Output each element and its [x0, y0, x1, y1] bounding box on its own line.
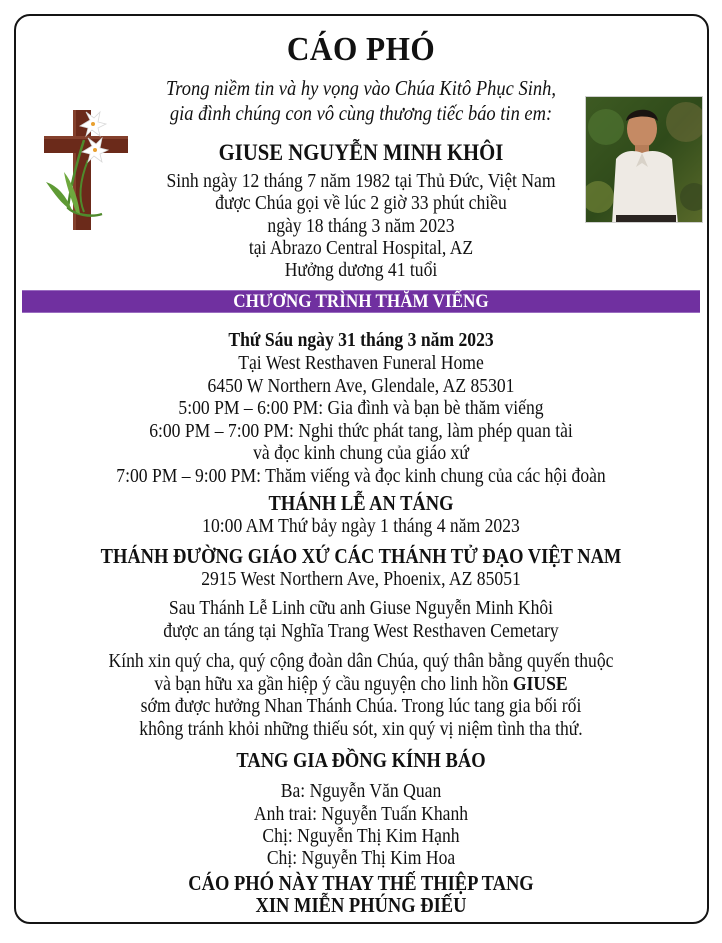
burial-line-1: Sau Thánh Lễ Linh cữu anh Giuse Nguyễn Minh Khôi: [168, 597, 554, 619]
intro-line-1: Trong niềm tin và hy vọng vào Chúa Kitô Phục Sinh,: [166, 76, 556, 100]
detail-birth: Sinh ngày 12 tháng 7 năm 1982 tại Thủ Đức, Việt Nam: [166, 170, 556, 192]
visitation-venue: Tại West Resthaven Funeral Home: [238, 352, 484, 374]
intro-line-2: gia đình chúng con vô cùng thương tiếc báo tin em:: [169, 101, 553, 125]
family-header: TANG GIA ĐỒNG KÍNH BÁO: [236, 748, 486, 772]
schedule-item: và đọc kinh chung của giáo xứ: [253, 442, 469, 464]
church-address: 2915 West Northern Ave, Phoenix, AZ 85051: [201, 568, 521, 590]
burial-line-2: được an táng tại Nghĩa Trang West Resthaven Cemetary: [163, 620, 559, 642]
family-member: Anh trai: Nguyễn Tuấn Khanh: [253, 803, 469, 825]
page-title: CÁO PHÓ: [286, 31, 436, 68]
funeral-mass-header: THÁNH LỄ AN TÁNG: [268, 491, 454, 515]
family-member: Chị: Nguyễn Thị Kim Hoa: [266, 847, 456, 869]
closing-line-1: CÁO PHÓ NÀY THAY THẾ THIỆP TANG: [188, 871, 534, 895]
detail-age: Hưởng dương 41 tuổi: [284, 259, 438, 281]
visitation-date: Thứ Sáu ngày 31 tháng 3 năm 2023: [228, 329, 494, 351]
closing-line-2: XIN MIỄN PHÚNG ĐIẾU: [255, 893, 467, 917]
request-line-4: không tránh khỏi những thiếu sót, xin quý vị niệm tình tha thứ.: [139, 718, 583, 740]
request-line-3: sớm được hưởng Nhan Thánh Chúa. Trong lúc tang gia bối rối: [140, 695, 582, 717]
request-line-2: [43, 674, 678, 694]
family-member: Chị: Nguyễn Thị Kim Hạnh: [262, 825, 460, 847]
family-member: Ba: Nguyễn Văn Quan: [280, 780, 442, 802]
visitation-address: 6450 W Northern Ave, Glendale, AZ 85301: [207, 375, 515, 397]
funeral-mass-time: 10:00 AM Thứ bảy ngày 1 tháng 4 năm 2023: [202, 515, 520, 537]
schedule-item: 5:00 PM – 6:00 PM: Gia đình và bạn bè thăm viếng: [178, 397, 544, 419]
request-name-bold: GIUSE: [512, 673, 568, 695]
deceased-name: GIUSE NGUYỄN MINH KHÔI: [218, 140, 504, 165]
request-line-1: Kính xin quý cha, quý cộng đoàn dân Chúa, quý thân bằng quyến thuộc: [108, 650, 614, 672]
request-line-2-text: và bạn hữu xa gần hiệp ý cầu nguyện cho linh hồn: [154, 673, 513, 695]
church-name: THÁNH ĐƯỜNG GIÁO XỨ CÁC THÁNH TỬ ĐẠO VIỆT NAM: [100, 544, 622, 568]
schedule-item: 6:00 PM – 7:00 PM: Nghi thức phát tang, làm phép quan tài: [149, 420, 573, 442]
visitation-header: CHƯƠNG TRÌNH THĂM VIẾNG: [233, 291, 489, 312]
detail-passing-time: được Chúa gọi về lúc 2 giờ 33 phút chiều: [215, 192, 507, 214]
schedule-item: 7:00 PM – 9:00 PM: Thăm viếng và đọc kinh chung của các hội đoàn: [116, 465, 606, 487]
detail-passing-date: ngày 18 tháng 3 năm 2023: [267, 215, 455, 237]
detail-place: tại Abrazo Central Hospital, AZ: [248, 237, 474, 259]
